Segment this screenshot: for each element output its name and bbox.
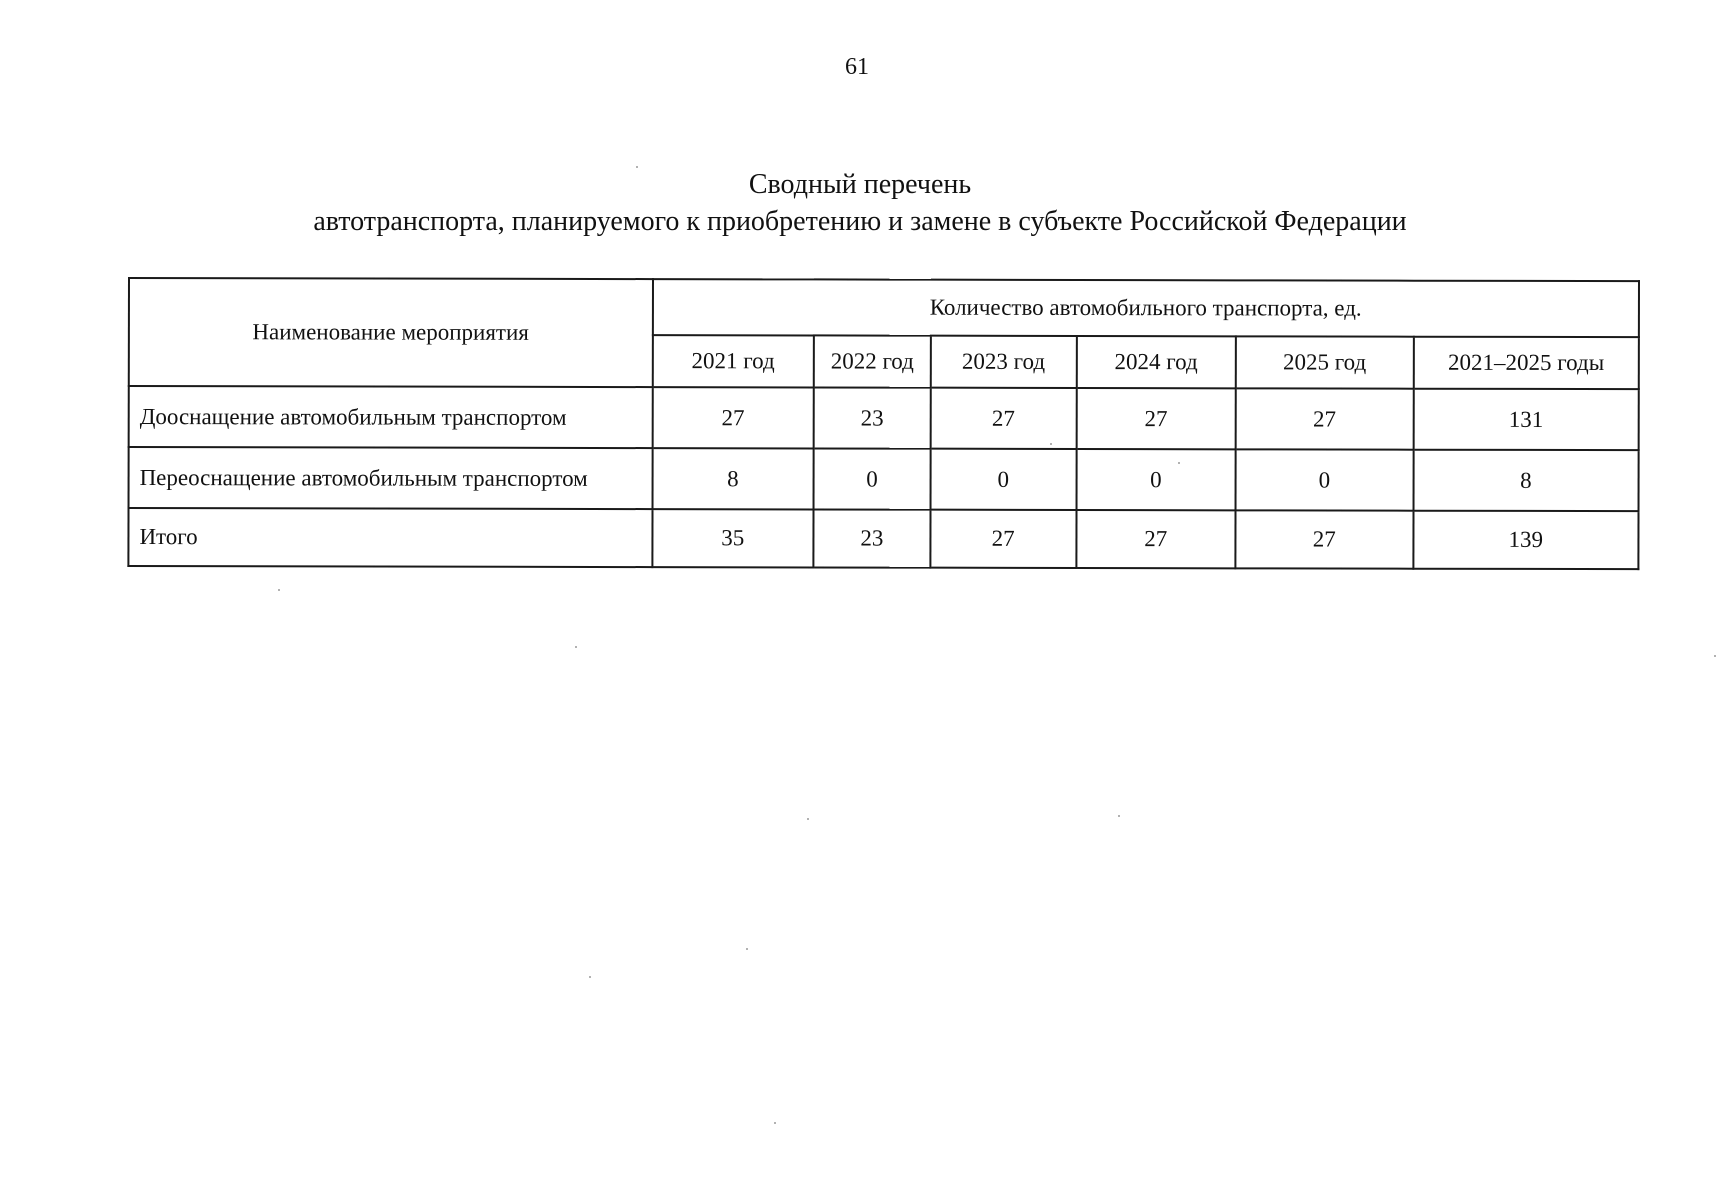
table-cell: 0 xyxy=(814,448,931,509)
row-label: Итого xyxy=(128,508,652,567)
table-cell: 35 xyxy=(652,509,814,567)
column-header-name: Наименование мероприятия xyxy=(129,278,653,387)
table-cell: 23 xyxy=(814,387,931,448)
table-cell: 27 xyxy=(652,387,814,448)
table-cell: 131 xyxy=(1413,389,1639,450)
vehicle-summary-table xyxy=(127,277,1640,570)
scan-speck xyxy=(589,976,591,978)
column-header-2021: 2021 год xyxy=(652,335,814,387)
document-title xyxy=(200,166,1520,240)
scan-speck xyxy=(774,1122,776,1124)
scan-speck xyxy=(746,948,748,950)
table-cell: 23 xyxy=(813,509,930,567)
table-header-row xyxy=(129,278,1639,337)
column-header-2025: 2025 год xyxy=(1236,336,1414,388)
table-cell: 0 xyxy=(1236,449,1414,510)
scan-speck xyxy=(1178,462,1180,464)
row-label: Дооснащение автомобильным транспортом xyxy=(129,386,653,448)
page-number: 61 xyxy=(845,54,869,80)
column-group-header: Количество автомобильного транспорта, ед. xyxy=(652,279,1639,337)
scan-speck xyxy=(636,166,638,168)
table-cell: 27 xyxy=(1235,510,1413,568)
table-cell: 27 xyxy=(1236,388,1414,449)
scan-speck xyxy=(575,646,577,648)
row-label: Переоснащение автомобильным транспортом xyxy=(129,447,653,509)
table-cell: 8 xyxy=(1413,450,1639,511)
title-line-2: автотранспорта, планируемого к приобретению и замене в субъекте Российской Федерации xyxy=(313,206,1407,237)
column-header-2022: 2022 год xyxy=(814,335,931,387)
table-cell: 27 xyxy=(1076,388,1236,449)
table-cell: 0 xyxy=(930,449,1076,510)
column-header-total: 2021–2025 годы xyxy=(1413,337,1639,389)
scan-speck xyxy=(807,818,809,820)
table-cell: 27 xyxy=(1076,510,1236,568)
title-line-1: Сводный перечень xyxy=(748,169,972,200)
scan-speck xyxy=(1714,655,1716,657)
table-cell: 27 xyxy=(930,510,1076,568)
column-header-2024: 2024 год xyxy=(1076,336,1236,388)
table-row xyxy=(129,386,1639,450)
column-header-2023: 2023 год xyxy=(931,336,1077,388)
table-cell: 0 xyxy=(1076,449,1236,510)
scan-speck xyxy=(278,589,280,591)
table-cell: 8 xyxy=(652,448,814,509)
table-cell: 27 xyxy=(931,388,1077,449)
scan-speck xyxy=(1118,815,1120,817)
table-cell: 139 xyxy=(1413,511,1639,569)
table-row-total xyxy=(128,508,1638,569)
table-row xyxy=(129,447,1639,511)
scan-speck xyxy=(1050,443,1052,445)
